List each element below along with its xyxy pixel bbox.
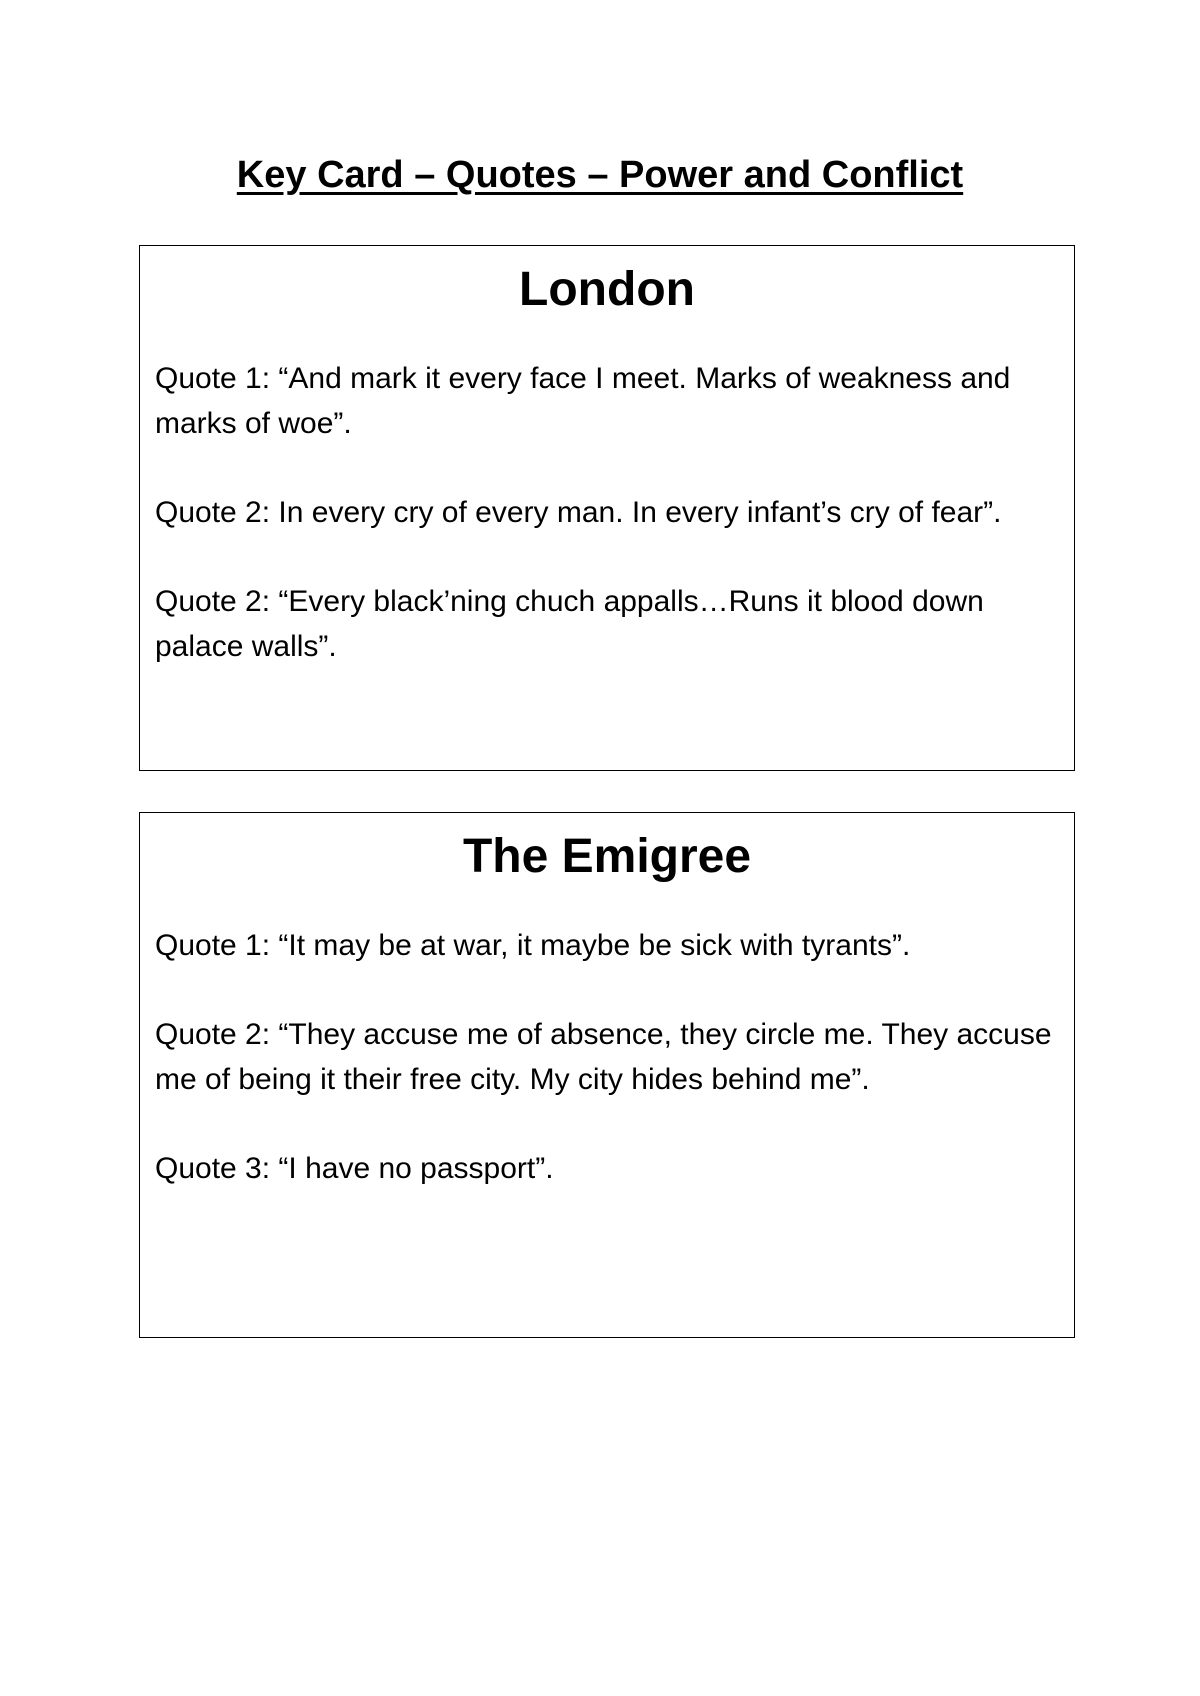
quote-1: Quote 1: “And mark it every face I meet. Marks of weakness and marks of woe”. — [155, 362, 1011, 440]
quote-2: Quote 2: In every cry of every man. In every infant’s cry of fear”. — [155, 496, 1002, 529]
page-title: Key Card – Quotes – Power and Conflict — [236, 154, 964, 196]
card-the-emigree — [139, 812, 1075, 1338]
quote-3: Quote 3: “I have no passport”. — [155, 1152, 554, 1185]
quote-1: Quote 1: “It may be at war, it maybe be sick with tyrants”. — [155, 929, 911, 962]
card-london — [139, 245, 1075, 771]
card-title: The Emigree — [462, 830, 752, 883]
card-title: London — [519, 263, 695, 316]
quote-2: Quote 2: “They accuse me of absence, they circle me. They accuse me of being it their free city. My city hides behind me”. — [155, 1018, 1052, 1096]
quote-3: Quote 2: “Every black’ning chuch appalls…Runs it blood down palace walls”. — [155, 585, 984, 663]
